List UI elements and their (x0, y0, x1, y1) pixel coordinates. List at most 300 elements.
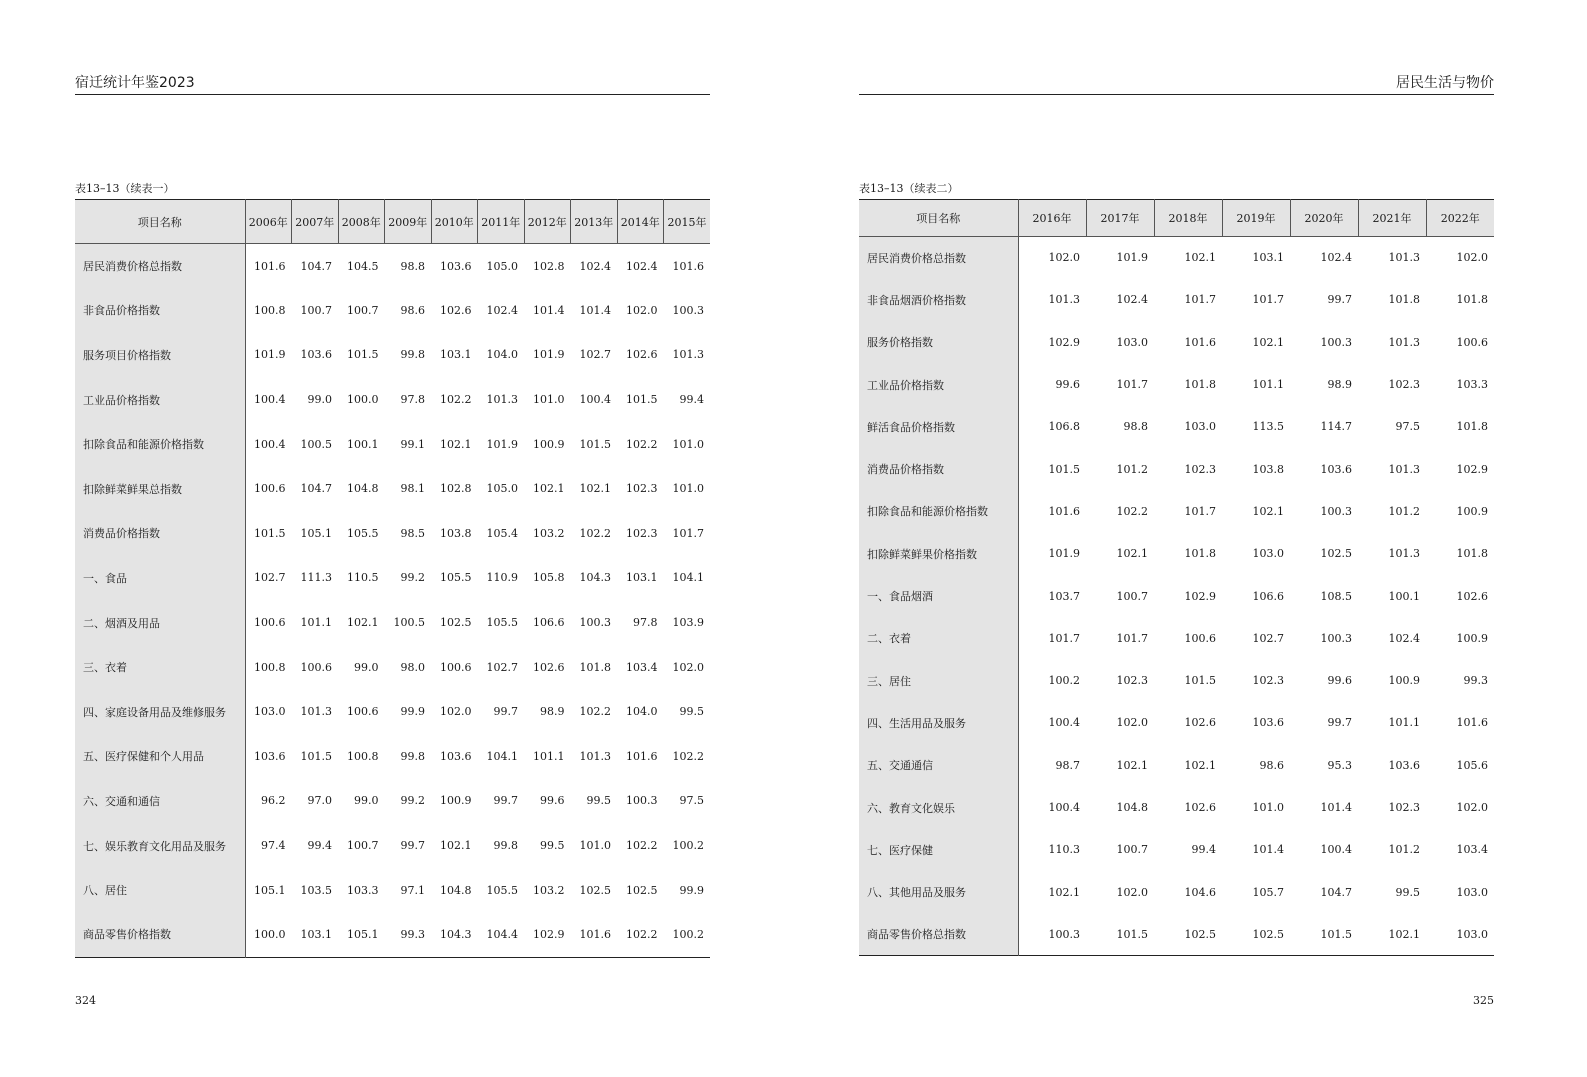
index-value: 100.6 (254, 482, 286, 496)
index-value: 101.6 (579, 927, 611, 941)
index-value: 100.6 (440, 660, 472, 674)
row-label: 八、其他用品及服务 (859, 871, 1018, 913)
table-row (75, 600, 710, 645)
index-value: 105.8 (533, 571, 565, 585)
index-value: 102.2 (672, 749, 704, 763)
index-value: 97.1 (400, 883, 425, 897)
index-value: 101.5 (254, 526, 286, 540)
index-value: 102.7 (486, 660, 518, 674)
column-header-year: 2022年 (1426, 200, 1494, 237)
index-value: 103.1 (1252, 251, 1284, 265)
index-value: 102.6 (533, 660, 565, 674)
index-value: 99.6 (540, 794, 565, 808)
index-value: 104.3 (440, 927, 472, 941)
index-value: 102.6 (1184, 801, 1216, 814)
index-value: 100.9 (533, 437, 565, 451)
index-value: 102.4 (579, 259, 611, 273)
index-value: 101.9 (254, 348, 286, 362)
index-value: 100.7 (347, 839, 379, 853)
index-value: 104.5 (347, 259, 379, 273)
index-value: 101.1 (300, 616, 332, 630)
table-row (859, 829, 1494, 871)
index-value: 104.1 (486, 749, 518, 763)
index-value: 100.2 (672, 839, 704, 853)
index-value: 104.0 (486, 348, 518, 362)
index-value: 105.6 (1456, 758, 1488, 772)
index-value: 100.0 (347, 393, 379, 407)
index-value: 96.2 (261, 794, 286, 808)
index-value: 102.5 (1320, 547, 1352, 561)
chapter-title: 居民生活与物价 (1396, 75, 1494, 91)
row-label: 扣除食品和能源价格指数 (75, 422, 245, 467)
index-value: 101.4 (533, 303, 565, 317)
index-value: 97.5 (1395, 420, 1420, 434)
index-value: 101.7 (1116, 378, 1148, 392)
index-value: 99.7 (493, 794, 518, 808)
index-value: 102.5 (579, 883, 611, 897)
table-row (75, 244, 710, 289)
column-header-year: 2020年 (1290, 200, 1358, 237)
index-value: 101.8 (1184, 547, 1216, 561)
index-value: 100.4 (1048, 716, 1080, 730)
table-row (75, 779, 710, 824)
index-value: 102.0 (440, 705, 472, 719)
index-value: 99.8 (493, 839, 518, 853)
table-row (75, 466, 710, 511)
index-value: 97.8 (633, 616, 658, 630)
row-label: 七、医疗保健 (859, 829, 1018, 871)
index-value: 102.7 (579, 348, 611, 362)
table-row (75, 868, 710, 913)
row-label: 八、居住 (75, 868, 245, 913)
index-value: 103.6 (440, 259, 472, 273)
index-value: 103.6 (440, 749, 472, 763)
row-label: 非食品价格指数 (75, 288, 245, 333)
table-header-row (75, 200, 710, 244)
column-header-year: 2010年 (431, 200, 478, 244)
row-label: 五、交通通信 (859, 744, 1018, 786)
index-value: 102.2 (579, 705, 611, 719)
index-value: 102.1 (1388, 927, 1420, 941)
index-value: 99.3 (1463, 674, 1488, 688)
index-value: 105.5 (486, 883, 518, 897)
index-value: 99.2 (400, 571, 425, 585)
index-value: 102.1 (1252, 504, 1284, 518)
index-value: 101.9 (1048, 547, 1080, 561)
index-value: 104.1 (672, 571, 704, 585)
table-row (859, 702, 1494, 744)
index-value: 100.4 (579, 393, 611, 407)
row-label: 商品零售价格总指数 (859, 913, 1018, 955)
index-value: 100.6 (347, 705, 379, 719)
row-label: 服务项目价格指数 (75, 333, 245, 378)
index-value: 100.3 (672, 303, 704, 317)
index-value: 101.7 (1184, 504, 1216, 518)
index-value: 105.5 (486, 616, 518, 630)
index-value: 102.1 (1116, 758, 1148, 772)
index-value: 101.3 (1048, 293, 1080, 307)
index-value: 101.3 (1388, 335, 1420, 349)
index-value: 102.2 (626, 927, 658, 941)
index-value: 102.2 (579, 526, 611, 540)
index-value: 101.3 (1388, 547, 1420, 561)
table-row (859, 237, 1494, 279)
index-value: 101.0 (579, 839, 611, 853)
index-value: 100.3 (1320, 631, 1352, 645)
row-label: 鲜活食品价格指数 (859, 406, 1018, 448)
table-row (859, 533, 1494, 575)
yearbook-title: 宿迁统计年鉴2023 (75, 75, 195, 91)
index-value: 102.0 (672, 660, 704, 674)
index-value: 98.7 (1055, 758, 1080, 772)
index-value: 101.5 (347, 348, 379, 362)
row-label: 服务价格指数 (859, 321, 1018, 363)
index-value: 101.8 (1388, 293, 1420, 307)
index-value: 97.0 (307, 794, 332, 808)
index-value: 100.3 (579, 616, 611, 630)
row-label: 扣除食品和能源价格指数 (859, 490, 1018, 532)
index-value: 102.9 (1184, 589, 1216, 603)
index-value: 104.7 (1320, 885, 1352, 899)
column-header-year: 2009年 (385, 200, 432, 244)
index-value: 98.5 (400, 526, 425, 540)
index-value: 103.1 (300, 927, 332, 941)
index-value: 99.3 (400, 927, 425, 941)
index-value: 101.3 (579, 749, 611, 763)
table-title: 表13–13（续表二） (859, 182, 959, 195)
row-label: 扣除鲜菜鲜果总指数 (75, 466, 245, 511)
index-value: 100.4 (1048, 801, 1080, 814)
index-value: 103.6 (254, 749, 286, 763)
row-label: 四、家庭设备用品及维修服务 (75, 689, 245, 734)
index-value: 99.0 (354, 794, 379, 808)
index-value: 100.2 (672, 927, 704, 941)
index-value: 101.1 (1388, 716, 1420, 730)
column-header-item-name: 项目名称 (859, 200, 1018, 237)
index-value: 102.5 (440, 616, 472, 630)
row-label: 二、烟酒及用品 (75, 600, 245, 645)
table-row (75, 422, 710, 467)
index-value: 101.6 (1184, 335, 1216, 349)
index-value: 102.4 (486, 303, 518, 317)
index-value: 102.1 (1116, 547, 1148, 561)
index-value: 102.9 (1456, 462, 1488, 476)
row-label: 六、教育文化娱乐 (859, 786, 1018, 828)
index-value: 102.1 (1184, 758, 1216, 772)
row-label: 居民消费价格总指数 (75, 244, 245, 289)
index-value: 108.5 (1320, 589, 1352, 603)
index-value: 103.5 (300, 883, 332, 897)
index-value: 102.5 (626, 883, 658, 897)
index-value: 101.5 (1320, 927, 1352, 941)
index-value: 101.2 (1116, 462, 1148, 476)
index-value: 103.0 (1456, 927, 1488, 941)
index-value: 102.1 (579, 482, 611, 496)
index-value: 99.9 (679, 883, 704, 897)
index-value: 97.8 (400, 393, 425, 407)
index-value: 100.5 (300, 437, 332, 451)
column-header-year: 2021年 (1358, 200, 1426, 237)
row-label: 五、医疗保健和个人用品 (75, 734, 245, 779)
index-value: 104.7 (300, 259, 332, 273)
index-value: 101.3 (672, 348, 704, 362)
index-value: 110.3 (1048, 843, 1080, 857)
index-value: 102.5 (1252, 927, 1284, 941)
index-value: 100.7 (300, 303, 332, 317)
index-value: 101.5 (300, 749, 332, 763)
index-value: 100.3 (1320, 335, 1352, 349)
index-value: 100.9 (1456, 631, 1488, 645)
index-value: 100.8 (254, 303, 286, 317)
index-value: 101.0 (1252, 801, 1284, 814)
index-value: 102.4 (1388, 631, 1420, 645)
index-value: 98.8 (1123, 420, 1148, 434)
index-value: 104.8 (1116, 801, 1148, 814)
index-value: 102.3 (1184, 462, 1216, 476)
index-value: 98.0 (400, 660, 425, 674)
column-header-year: 2013年 (571, 200, 618, 244)
table-row (859, 448, 1494, 490)
index-value: 106.6 (533, 616, 565, 630)
index-value: 100.6 (254, 616, 286, 630)
row-label: 扣除鲜菜鲜果价格指数 (859, 533, 1018, 575)
index-value: 101.0 (672, 437, 704, 451)
index-value: 105.5 (347, 526, 379, 540)
column-header-year: 2008年 (338, 200, 385, 244)
table-row (859, 406, 1494, 448)
index-value: 99.5 (679, 705, 704, 719)
index-value: 111.3 (300, 571, 332, 585)
table-row (859, 786, 1494, 828)
index-value: 102.5 (1184, 927, 1216, 941)
index-value: 100.0 (254, 927, 286, 941)
index-value: 101.4 (1252, 843, 1284, 857)
index-value: 104.8 (440, 883, 472, 897)
index-value: 99.7 (1327, 293, 1352, 307)
index-value: 105.1 (300, 526, 332, 540)
row-label: 居民消费价格总指数 (859, 237, 1018, 279)
index-value: 99.8 (400, 348, 425, 362)
table-row (859, 363, 1494, 405)
index-value: 99.6 (1055, 378, 1080, 392)
index-value: 101.6 (1048, 504, 1080, 518)
index-value: 103.6 (1388, 758, 1420, 772)
index-value: 102.6 (440, 303, 472, 317)
index-value: 98.1 (400, 482, 425, 496)
table-row (75, 912, 710, 957)
index-value: 110.9 (486, 571, 518, 585)
index-value: 103.6 (300, 348, 332, 362)
index-value: 102.2 (626, 437, 658, 451)
index-value: 100.3 (626, 794, 658, 808)
price-index-table (75, 199, 710, 958)
index-value: 101.0 (672, 482, 704, 496)
index-value: 101.2 (1388, 843, 1420, 857)
index-value: 103.8 (440, 526, 472, 540)
index-value: 102.1 (347, 616, 379, 630)
index-value: 101.8 (1184, 378, 1216, 392)
index-value: 105.7 (1252, 885, 1284, 899)
index-value: 102.6 (626, 348, 658, 362)
index-value: 102.3 (1252, 674, 1284, 688)
index-value: 103.4 (626, 660, 658, 674)
index-value: 105.0 (486, 482, 518, 496)
table-row (75, 288, 710, 333)
table-row (859, 871, 1494, 913)
index-value: 101.6 (1456, 716, 1488, 730)
index-value: 100.6 (1184, 631, 1216, 645)
right-page (859, 0, 1494, 1077)
index-value: 102.1 (440, 839, 472, 853)
index-value: 102.7 (1252, 631, 1284, 645)
index-value: 103.1 (626, 571, 658, 585)
table-row (859, 279, 1494, 321)
index-value: 103.4 (1456, 843, 1488, 857)
table-row (859, 913, 1494, 955)
index-value: 105.0 (486, 259, 518, 273)
index-value: 100.9 (1456, 504, 1488, 518)
column-header-year: 2016年 (1018, 200, 1086, 237)
index-value: 101.4 (1320, 801, 1352, 814)
index-value: 101.8 (1456, 293, 1488, 307)
index-value: 100.2 (1048, 674, 1080, 688)
column-header-year: 2017年 (1086, 200, 1154, 237)
left-page (75, 0, 710, 1077)
table-header-row (859, 200, 1494, 237)
index-value: 98.6 (1259, 758, 1284, 772)
index-value: 98.8 (400, 259, 425, 273)
index-value: 102.4 (1116, 293, 1148, 307)
table-row (75, 689, 710, 734)
table-title: 表13–13（续表一） (75, 182, 175, 195)
index-value: 101.5 (579, 437, 611, 451)
running-head (859, 74, 1494, 95)
index-value: 102.3 (626, 526, 658, 540)
index-value: 105.4 (486, 526, 518, 540)
index-value: 98.9 (1327, 378, 1352, 392)
row-label: 消费品价格指数 (859, 448, 1018, 490)
index-value: 104.4 (486, 927, 518, 941)
index-value: 100.8 (254, 660, 286, 674)
index-value: 102.8 (440, 482, 472, 496)
running-head (75, 74, 710, 95)
index-value: 101.8 (579, 660, 611, 674)
index-value: 101.1 (1252, 378, 1284, 392)
table-row (859, 744, 1494, 786)
index-value: 103.2 (533, 526, 565, 540)
row-label: 商品零售价格指数 (75, 912, 245, 957)
row-label: 六、交通和通信 (75, 779, 245, 824)
table-row (859, 575, 1494, 617)
table-row (859, 617, 1494, 659)
index-value: 99.4 (679, 393, 704, 407)
index-value: 102.7 (254, 571, 286, 585)
index-value: 102.6 (1184, 716, 1216, 730)
index-value: 101.6 (672, 259, 704, 273)
index-value: 101.9 (486, 437, 518, 451)
index-value: 102.2 (1116, 504, 1148, 518)
column-header-item-name: 项目名称 (75, 200, 245, 244)
index-value: 103.0 (1252, 547, 1284, 561)
index-value: 101.3 (486, 393, 518, 407)
index-value: 99.7 (1327, 716, 1352, 730)
index-value: 102.0 (1456, 251, 1488, 265)
index-value: 104.0 (626, 705, 658, 719)
index-value: 102.1 (1048, 885, 1080, 899)
index-value: 101.4 (579, 303, 611, 317)
index-value: 101.7 (1184, 293, 1216, 307)
table-row (75, 333, 710, 378)
index-value: 101.9 (533, 348, 565, 362)
index-value: 104.3 (579, 571, 611, 585)
index-value: 103.0 (1116, 335, 1148, 349)
index-value: 103.2 (533, 883, 565, 897)
row-label: 消费品价格指数 (75, 511, 245, 556)
index-value: 103.7 (1048, 589, 1080, 603)
index-value: 100.3 (1320, 504, 1352, 518)
index-value: 103.0 (1184, 420, 1216, 434)
index-value: 101.1 (533, 749, 565, 763)
index-value: 98.9 (540, 705, 565, 719)
index-value: 101.6 (626, 749, 658, 763)
index-value: 101.5 (1184, 674, 1216, 688)
index-value: 100.1 (347, 437, 379, 451)
index-value: 101.3 (300, 705, 332, 719)
index-value: 105.1 (347, 927, 379, 941)
column-header-year: 2012年 (524, 200, 571, 244)
index-value: 99.4 (1191, 843, 1216, 857)
index-value: 114.7 (1320, 420, 1352, 434)
column-header-year: 2019年 (1222, 200, 1290, 237)
index-value: 102.1 (1252, 335, 1284, 349)
index-value: 102.0 (626, 303, 658, 317)
table-row (75, 823, 710, 868)
index-value: 100.1 (1388, 589, 1420, 603)
index-value: 103.6 (1252, 716, 1284, 730)
index-value: 100.6 (1456, 335, 1488, 349)
index-value: 101.7 (672, 526, 704, 540)
index-value: 101.5 (626, 393, 658, 407)
index-value: 100.9 (1388, 674, 1420, 688)
column-header-year: 2018年 (1154, 200, 1222, 237)
price-index-table (859, 199, 1494, 956)
index-value: 99.9 (400, 705, 425, 719)
page-number: 324 (75, 994, 96, 1007)
table-row (859, 490, 1494, 532)
index-value: 110.5 (347, 571, 379, 585)
index-value: 102.1 (533, 482, 565, 496)
table-row (75, 556, 710, 601)
index-value: 99.5 (540, 839, 565, 853)
index-value: 100.5 (393, 616, 425, 630)
index-value: 100.7 (1116, 843, 1148, 857)
page-number: 325 (1473, 994, 1494, 1007)
table-row (859, 321, 1494, 363)
index-value: 100.4 (254, 393, 286, 407)
index-value: 101.7 (1116, 631, 1148, 645)
index-value: 103.8 (1252, 462, 1284, 476)
index-value: 99.0 (307, 393, 332, 407)
index-value: 101.7 (1048, 631, 1080, 645)
index-value: 106.8 (1048, 420, 1080, 434)
column-header-year: 2015年 (664, 200, 711, 244)
row-label: 工业品价格指数 (75, 377, 245, 422)
index-value: 105.5 (440, 571, 472, 585)
table-row (75, 734, 710, 779)
index-value: 102.1 (440, 437, 472, 451)
index-value: 99.5 (586, 794, 611, 808)
index-value: 104.8 (347, 482, 379, 496)
